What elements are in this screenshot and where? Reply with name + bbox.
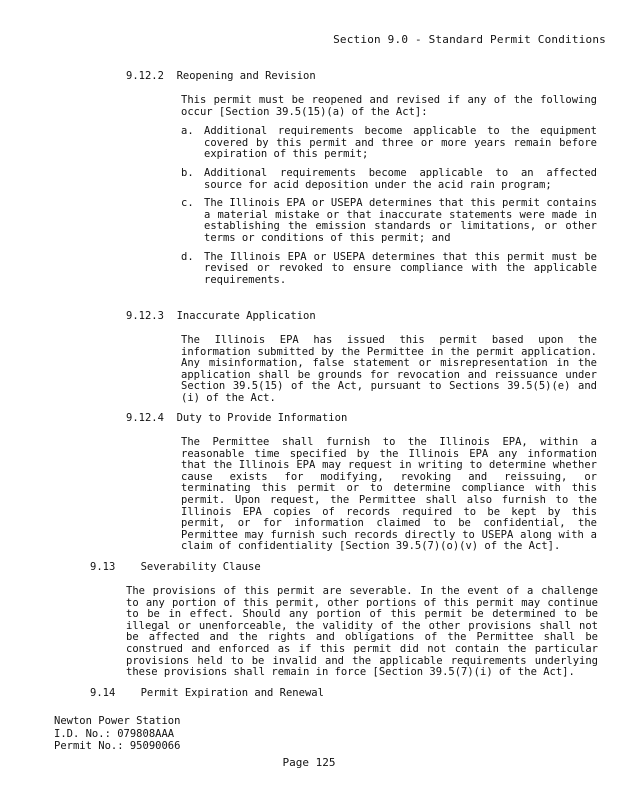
section-heading (126, 71, 606, 83)
list-letter: c. (181, 197, 194, 210)
footer-permit-number: Permit No.: 95090066 (54, 740, 181, 753)
list-item-text: Additional requirements become applicable to an affected source for acid deposition under the acid rain program; (204, 166, 597, 191)
section-heading (126, 311, 606, 323)
section-9-12-3-body (181, 335, 597, 405)
list-item (181, 126, 597, 161)
page-number: Page 125 (282, 756, 336, 769)
section-9-12-4-body (181, 437, 597, 553)
section-title: Permit Expiration and Renewal (140, 687, 324, 699)
section-heading (90, 688, 610, 700)
list-letter: a. (181, 125, 194, 138)
footer-station: Newton Power Station (54, 715, 181, 727)
section-heading (90, 562, 610, 574)
list-item-text: Additional requirements become applicable to the equipment covered by this permit and three or more years remain before expiration of this permit; (204, 125, 597, 161)
section-number: 9.12.2 (126, 70, 164, 82)
list-letter: d. (181, 250, 194, 263)
section-title: Reopening and Revision (176, 70, 316, 82)
footer-permit-info (54, 715, 180, 753)
footer-id-number: I.D. No.: 079808AAA (54, 727, 175, 740)
section-number: 9.14 (90, 687, 116, 699)
list-item-text: The Illinois EPA or USEPA determines that this permit must be revised or revoked to ensure compliance with the applicable requirements. (204, 250, 597, 286)
list-item-text: The Illinois EPA or USEPA determines that this permit contains a material mistake or that inaccurate statements were made in establishing the emission standards or limitations, or other terms or conditions of this permit; and (204, 197, 597, 244)
section-9-14 (90, 688, 610, 700)
section-paragraph: The Permittee shall furnish to the Illinois EPA, within a reasonable time specified by the Illinois EPA any information that the Illinois EPA may request in writing to determine whether cause exists for modifying, revoking and reissuing, or terminating this permit or to determine compliance with this permit. Upon request, the Permittee shall also furnish to the Illinois EPA copies of records required to be kept by this permit, or for information claimed to be confidential, the Permittee may furnish such records directly to USEPA along with a claim of confidentiality [Section 39.5(7)(o)(v) of the Act]. (181, 436, 597, 553)
list-item (181, 198, 597, 244)
reopen-conditions-list (181, 126, 597, 286)
section-title: Duty to Provide Information (176, 412, 348, 424)
section-9-12-2-body (181, 95, 597, 293)
section-9-12-4 (126, 413, 606, 425)
list-letter: b. (181, 166, 194, 179)
section-intro: This permit must be reopened and revised if any of the following occur [Section 39.5(15)(a) of the Act]: (181, 94, 597, 118)
section-9-13 (90, 562, 610, 574)
section-heading (126, 413, 606, 425)
section-9-13-body (126, 586, 598, 679)
section-paragraph: The provisions of this permit are severable. In the event of a challenge to any portion of this permit, other portions of this permit may continue to be in effect. Should any portion of this permit be determined to be illegal or unenforceable, the validity of the other provisions shall not be affected and the rights and obligations of the Permittee shall be construed and enforced as if this permit did not contain the particular provisions held to be invalid and the applicable requirements underlying these provisions shall remain in force [Section 39.5(7)(i) of the Act]. (126, 585, 598, 679)
section-title: Inaccurate Application (176, 310, 316, 322)
section-9-12-2 (126, 71, 606, 83)
section-number: 9.12.3 (126, 310, 164, 322)
list-item (181, 168, 597, 191)
list-item (181, 252, 597, 287)
page-header: Section 9.0 - Standard Permit Conditions (333, 33, 606, 46)
section-number: 9.12.4 (126, 412, 164, 424)
section-9-12-3 (126, 311, 606, 323)
section-paragraph: The Illinois EPA has issued this permit based upon the information submitted by the Permittee in the permit application. Any misinformation, false statement or misrepresentation in the application shall be grounds for revocation and reissuance under Section 39.5(15) of the Act, pursuant to Sections 39.5(5)(e) and (i) of the Act. (181, 334, 597, 404)
section-title: Severability Clause (140, 561, 261, 573)
section-number: 9.13 (90, 561, 116, 573)
